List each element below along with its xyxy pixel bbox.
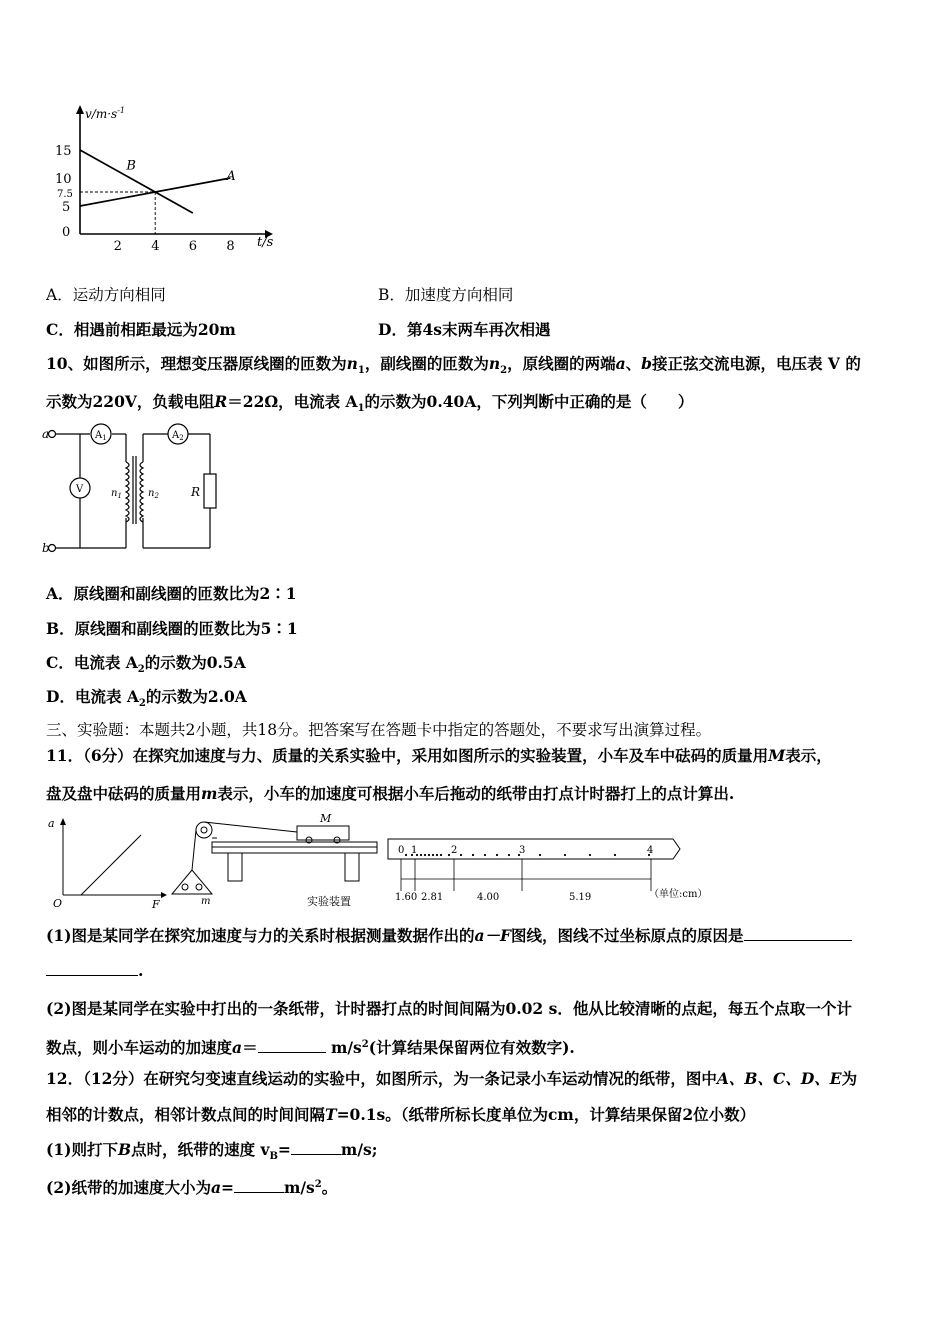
aF-origin: O — [53, 897, 63, 910]
transformer-circuit — [40, 420, 230, 560]
tape-gap-labels — [395, 892, 591, 903]
q12-stem-line1: 12．（12分）在研究匀变速直线运动的实验中，如图所示，为一条记录小车运动情况的纸带，图中A、B、C、D、E为 — [46, 1069, 858, 1088]
tape-dots — [405, 854, 650, 856]
vt-axes — [76, 105, 273, 238]
ammeter-a1-label: $A_1$ — [95, 430, 107, 442]
q12-stem-line2: 相邻的计数点，相邻计数点间的时间间隔T=0.1s。（纸带所标长度单位为cm，计算结果保留2位小数） — [46, 1105, 756, 1124]
svg-text:1: 1 — [411, 845, 418, 856]
q10-option-c: C．电流表 $A_2$的示数为0.5A — [46, 653, 246, 676]
q12-part1: (1)则打下B点时，纸带的速度 $v_B= m/s$; — [46, 1140, 378, 1163]
aF-axis-F: F — [152, 898, 160, 910]
experiment-apparatus — [165, 812, 385, 910]
q10-option-d: D．电流表 $A_2$的示数为2.0A — [46, 687, 247, 710]
vt-ytick-label: 0 — [62, 225, 71, 240]
vt-marks — [55, 144, 236, 254]
coil-n1-label: $n_1$ — [111, 488, 122, 500]
vt-ytick-label: 10 — [55, 172, 72, 187]
q10-stem-line1: 10、如图所示，理想变压器原线圈的匝数为$n_1$，副线圈的匝数为$n_2$，原线圈的两端a、b接正弦交流电源，电压表 V 的 — [46, 354, 861, 377]
aF-line — [81, 835, 141, 895]
q11-part2-line1: (2)图是某同学在实验中打出的一条纸带，计时器打点的时间间隔为0.02 s．他从比较清晰的点起，每五个点取一个计 — [46, 999, 852, 1018]
svg-text:5.19: 5.19 — [569, 892, 592, 903]
q12-part2: (2)纸带的加速度大小为$a= m/s^2$。 — [46, 1178, 338, 1198]
section-3-heading: 三、实验题：本题共2小题，共18分。把答案写在答题卡中指定的答题处，不要求写出演算过程。 — [46, 721, 712, 739]
aF-axis-a: a — [48, 817, 55, 830]
resistor-label: R — [191, 485, 201, 499]
vt-graph — [55, 100, 295, 260]
vt-ytick-label: 7.5 — [57, 189, 73, 200]
svg-text:0: 0 — [398, 845, 405, 856]
vt-xtick-label: 6 — [188, 239, 198, 254]
aF-graph — [45, 815, 170, 910]
q11-stem-line2: 盘及盘中砝码的质量用m表示，小车的加速度可根据小车后拖动的纸带由打点计时器打上的点计算出. — [46, 784, 735, 803]
vt-xtick-label: 2 — [113, 239, 122, 254]
circuit-terminal-b: b — [42, 541, 50, 555]
q11-stem-line1: 11．（6分）在探究加速度与力、质量的关系实验中，采用如图所示的实验装置，小车及车中砝码的质量用M表示， — [46, 746, 832, 765]
paper-tape — [385, 835, 730, 907]
q9-option-c: C．相遇前相距最远为20m — [46, 320, 236, 339]
q9-option-a: A．运动方向相同 — [46, 286, 166, 304]
q11-part1: (1)图是某同学在探究加速度与力的关系时根据测量数据作出的a－F图线，图线不过坐标原点的原因是 — [46, 926, 852, 946]
vt-series-label-A: A — [226, 169, 236, 184]
vt-xtick-label: 8 — [226, 239, 235, 254]
circuit-terminal-a: a — [42, 427, 50, 441]
vt-ylabel: $v/m\cdot s^{-1}$ — [85, 106, 125, 121]
q10-stem-line2: 示数为220V，负载电阻R＝22Ω，电流表 $A_1$的示数为0.40A，下列判断中正确的是（ ） — [46, 392, 694, 415]
svg-text:2.81: 2.81 — [421, 892, 444, 903]
ammeter-a2-label: $A_2$ — [172, 430, 184, 442]
svg-text:4.00: 4.00 — [477, 892, 500, 903]
apparatus-m-label: m — [201, 896, 211, 907]
vt-ytick-label: 15 — [55, 144, 72, 159]
q9-option-b: B．加速度方向相同 — [378, 286, 514, 304]
svg-text:1.60: 1.60 — [395, 892, 418, 903]
vt-series-label-B: B — [126, 158, 136, 174]
q10-option-b: B．原线圈和副线圈的匝数比为5∶1 — [46, 619, 298, 638]
q11-part1-cont: . — [46, 961, 143, 981]
vt-ytick-label: 5 — [62, 200, 71, 215]
apparatus-M-label: M — [320, 812, 332, 825]
q9-option-d: D．第4s末两车再次相遇 — [378, 320, 551, 339]
vt-xtick-label: 4 — [151, 239, 160, 254]
svg-text:4: 4 — [647, 845, 654, 856]
apparatus-caption: 实验装置 — [307, 895, 351, 908]
svg-text:3: 3 — [519, 845, 526, 856]
coil-n2-label: $n_2$ — [148, 488, 159, 500]
voltmeter-label: V — [76, 484, 84, 495]
vt-xlabel: t/s — [257, 235, 274, 250]
svg-text:2: 2 — [451, 845, 458, 856]
q11-part2-line2: 数点，则小车运动的加速度$a= m/s^2$(计算结果保留两位有效数字). — [46, 1038, 575, 1058]
tape-unit: （单位:cm） — [649, 889, 708, 900]
q10-option-a: A．原线圈和副线圈的匝数比为2∶1 — [46, 584, 297, 603]
